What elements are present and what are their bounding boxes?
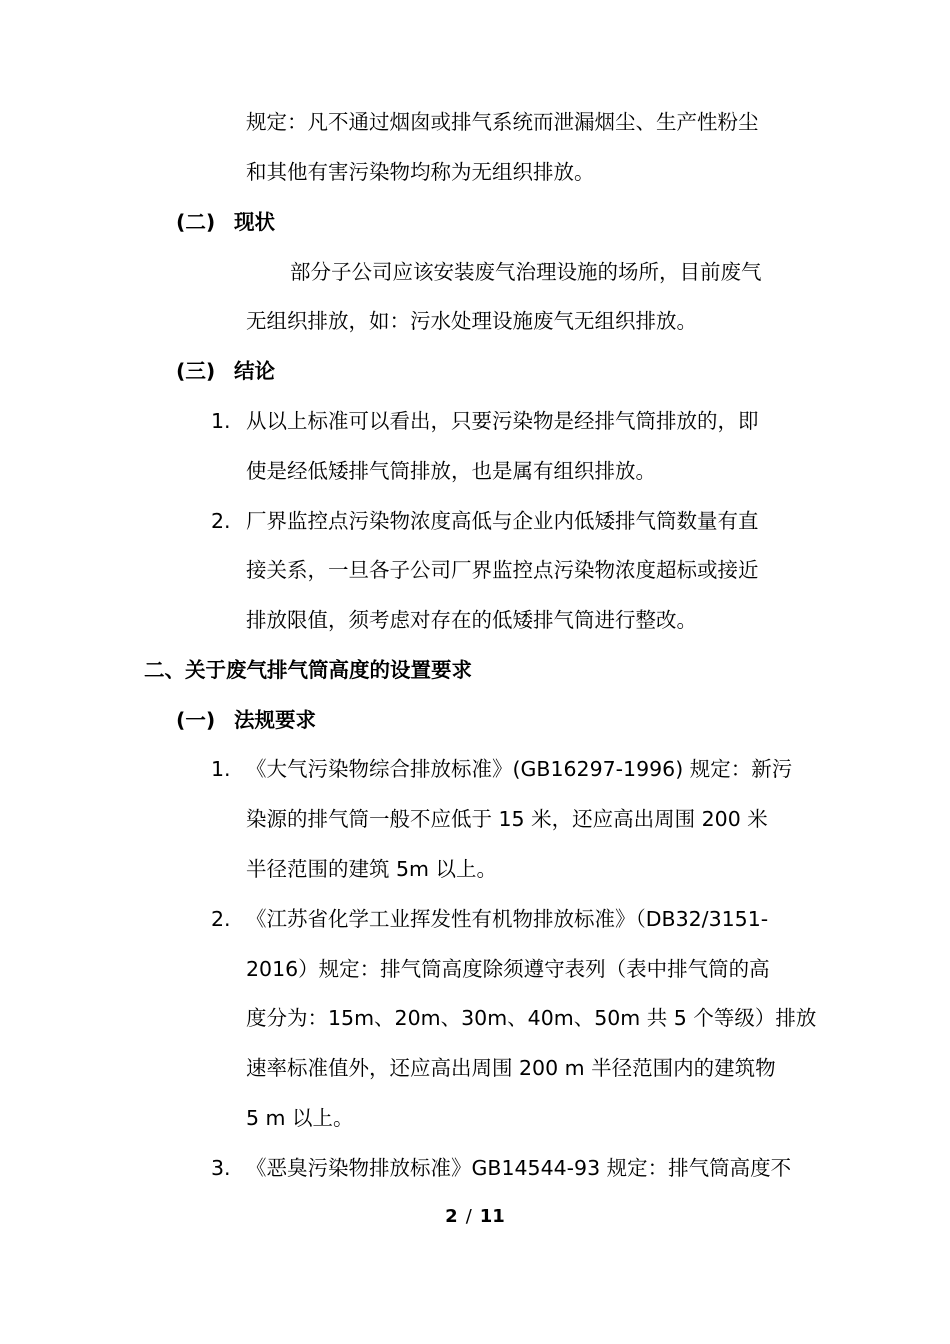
current-page-number: 2 bbox=[445, 1206, 458, 1227]
conclusion-item-2-number: 2. bbox=[211, 509, 231, 533]
regulation-item-2-line-3: 度分为：15m、20m、30m、40m、50m 共 5 个等级）排放 bbox=[246, 1006, 817, 1030]
status-paragraph-line-2: 无组织排放，如：污水处理设施废气无组织排放。 bbox=[246, 309, 697, 333]
status-paragraph-line-1: 部分子公司应该安装废气治理设施的场所，目前废气 bbox=[290, 260, 762, 284]
regulation-item-2-line-2: 2016）规定：排气筒高度除须遵守表列（表中排气筒的高 bbox=[246, 957, 770, 981]
section-regulation-title: 法规要求 bbox=[234, 708, 316, 732]
section-conclusion-title: 结论 bbox=[234, 359, 275, 383]
conclusion-item-1-number: 1. bbox=[211, 409, 231, 433]
conclusion-item-2-line-3: 排放限值，须考虑对存在的低矮排气筒进行整改。 bbox=[246, 608, 697, 632]
conclusion-item-2-line-1: 厂界监控点污染物浓度高低与企业内低矮排气筒数量有直 bbox=[246, 509, 759, 533]
section-status-title: 现状 bbox=[234, 210, 275, 234]
section-regulation-marker: (一) bbox=[176, 708, 216, 732]
continuation-line-1: 规定：凡不通过烟囱或排气系统而泄漏烟尘、生产性粉尘 bbox=[246, 110, 759, 134]
section-conclusion-heading bbox=[176, 356, 275, 386]
chapter-heading: 二、关于废气排气筒高度的设置要求 bbox=[144, 658, 472, 682]
section-conclusion-marker: (三) bbox=[176, 359, 216, 383]
page-number-separator: / bbox=[465, 1206, 472, 1227]
regulation-item-1-line-1: 《大气污染物综合排放标准》(GB16297-1996) 规定：新污 bbox=[246, 757, 793, 781]
regulation-item-1-line-3: 半径范围的建筑 5m 以上。 bbox=[246, 857, 498, 881]
regulation-item-2-line-4: 速率标准值外，还应高出周围 200 m 半径范围内的建筑物 bbox=[246, 1056, 776, 1080]
regulation-item-2-line-5: 5 m 以上。 bbox=[246, 1106, 354, 1130]
page-number-footer bbox=[0, 1204, 950, 1230]
regulation-item-3-line-1: 《恶臭污染物排放标准》GB14544-93 规定：排气筒高度不 bbox=[246, 1156, 792, 1180]
regulation-item-3-number: 3. bbox=[211, 1156, 231, 1180]
regulation-item-1-line-2: 染源的排气筒一般不应低于 15 米，还应高出周围 200 米 bbox=[246, 807, 768, 831]
continuation-line-2: 和其他有害污染物均称为无组织排放。 bbox=[246, 160, 595, 184]
section-regulation-heading bbox=[176, 705, 316, 735]
section-status-heading bbox=[176, 207, 275, 237]
conclusion-item-2-line-2: 接关系，一旦各子公司厂界监控点污染物浓度超标或接近 bbox=[246, 558, 759, 582]
section-status-marker: (二) bbox=[176, 210, 216, 234]
regulation-item-2-line-1: 《江苏省化学工业挥发性有机物排放标准》（DB32/3151- bbox=[246, 907, 769, 931]
conclusion-item-1-line-2: 使是经低矮排气筒排放，也是属有组织排放。 bbox=[246, 459, 656, 483]
conclusion-item-1-line-1: 从以上标准可以看出，只要污染物是经排气筒排放的，即 bbox=[246, 409, 759, 433]
total-page-count: 11 bbox=[479, 1206, 505, 1227]
regulation-item-2-number: 2. bbox=[211, 907, 231, 931]
regulation-item-1-number: 1. bbox=[211, 757, 231, 781]
